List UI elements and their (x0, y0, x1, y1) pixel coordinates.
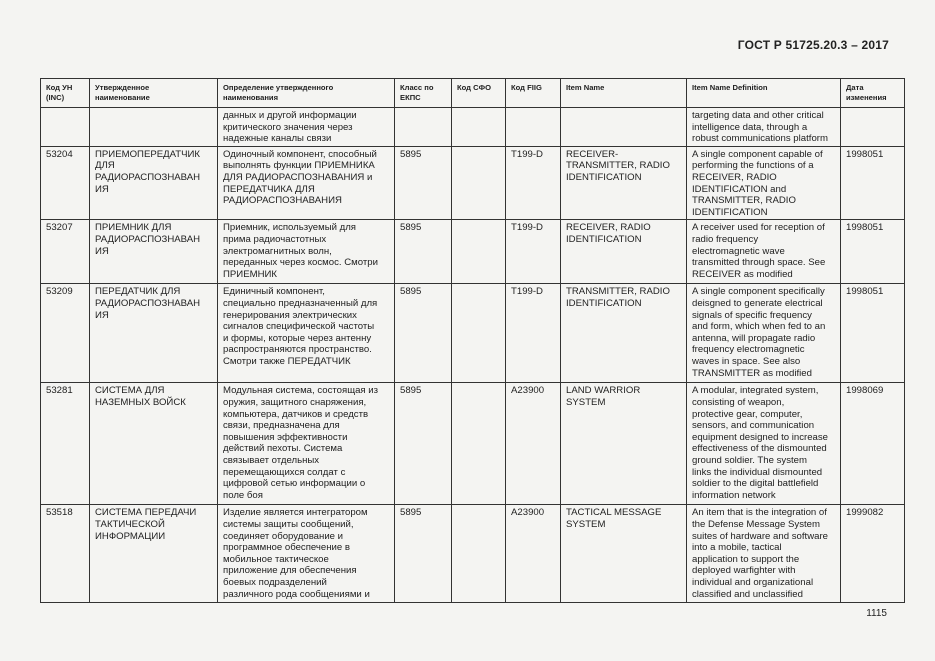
cell-item-name: RECEIVER, RADIO IDENTIFICATION (561, 220, 687, 284)
cell-sfo (452, 505, 506, 603)
cell-item-definition: targeting data and other critical intelligence data, through a robust communications platform (687, 108, 841, 147)
col-header-definition: Определение утвержденного наименования (218, 79, 395, 108)
cell-inc: 53209 (41, 284, 90, 383)
page-number: 1115 (866, 608, 887, 619)
cell-definition: Приемник, используемый для прима радиочастотных электромагнитных волн, переданных через космос. Смотри ПРИЕМНИК (218, 220, 395, 284)
cell-name: СИСТЕМА ДЛЯ НАЗЕМНЫХ ВОЙСК (90, 383, 218, 505)
cell-ekps: 5895 (395, 284, 452, 383)
cell-fiig: T199-D (506, 146, 561, 220)
classifier-table (40, 78, 905, 603)
col-header-change-date: Дата изменения (841, 79, 905, 108)
cell-fiig: T199-D (506, 220, 561, 284)
cell-fiig: A23900 (506, 505, 561, 603)
cell-ekps: 5895 (395, 505, 452, 603)
table-row-continuation (41, 108, 905, 147)
cell-inc: 53518 (41, 505, 90, 603)
cell-name: ПРИЕМОПЕРЕДАТЧИК ДЛЯ РАДИОРАСПОЗНАВАН ИЯ (90, 146, 218, 220)
standard-title: ГОСТ Р 51725.20.3 – 2017 (737, 38, 889, 52)
cell-ekps: 5895 (395, 383, 452, 505)
col-header-inc: Код УН (INC) (41, 79, 90, 108)
table-row (41, 220, 905, 284)
col-header-fiig-code: Код FIIG (506, 79, 561, 108)
cell-name: СИСТЕМА ПЕРЕДАЧИ ТАКТИЧЕСКОЙ ИНФОРМАЦИИ (90, 505, 218, 603)
cell-date: 1998069 (841, 383, 905, 505)
cell-ekps (395, 108, 452, 147)
cell-inc: 53281 (41, 383, 90, 505)
cell-definition: Модульная система, состоящая из оружия, защитного снаряжения, компьютера, датчиков и средств связи, предназначена для повышения эффективности действий пехоты. Система связывает отдельных перемещающихся солдат с цифровой сетью информации о поле боя (218, 383, 395, 505)
cell-item-definition: An item that is the integration of the Defense Message System suites of hardware and software into a mobile, tactical application to support the deployed warfighter with individual and organizational classified and unclassified (687, 505, 841, 603)
cell-sfo (452, 146, 506, 220)
cell-date: 1998051 (841, 284, 905, 383)
cell-name: ПЕРЕДАТЧИК ДЛЯ РАДИОРАСПОЗНАВАН ИЯ (90, 284, 218, 383)
cell-sfo (452, 284, 506, 383)
table-row (41, 383, 905, 505)
cell-date: 1998051 (841, 220, 905, 284)
col-header-sfo-code: Код СФО (452, 79, 506, 108)
cell-sfo (452, 108, 506, 147)
cell-item-definition: A single component specifically deisgned to generate electrical signals of specific frequency and form, which when fed to an antenna, will propagate radio frequency electromagnetic waves in space. See also TRANSMITTER as modified (687, 284, 841, 383)
table-row (41, 284, 905, 383)
cell-ekps: 5895 (395, 146, 452, 220)
cell-name (90, 108, 218, 147)
cell-item-name: TACTICAL MESSAGE SYSTEM (561, 505, 687, 603)
col-header-approved-name: Утвержденное наименование (90, 79, 218, 108)
cell-ekps: 5895 (395, 220, 452, 284)
cell-fiig: T199-D (506, 284, 561, 383)
table-header-row (41, 79, 905, 108)
cell-item-name: RECEIVER- TRANSMITTER, RADIO IDENTIFICATION (561, 146, 687, 220)
cell-inc: 53204 (41, 146, 90, 220)
cell-date: 1999082 (841, 505, 905, 603)
cell-definition: Изделие является интегратором системы защиты сообщений, соединяет оборудование и программное обеспечение в мобильное тактическое приложение для обеспечения боевых подразделений различного рода сообщениями и (218, 505, 395, 603)
cell-item-name: LAND WARRIOR SYSTEM (561, 383, 687, 505)
table-row (41, 505, 905, 603)
cell-inc: 53207 (41, 220, 90, 284)
cell-item-definition: A single component capable of performing the functions of a RECEIVER, RADIO IDENTIFICATION and TRANSMITTER, RADIO IDENTIFICATION (687, 146, 841, 220)
cell-item-name (561, 108, 687, 147)
cell-definition: данных и другой информации критического значения через надежные каналы связи (218, 108, 395, 147)
cell-date (841, 108, 905, 147)
cell-definition: Одиночный компонент, способный выполнять функции ПРИЕМНИКА ДЛЯ РАДИОРАСПОЗНАВАНИЯ и ПЕРЕДАТЧИКА ДЛЯ РАДИОРАСПОЗНАВАНИЯ (218, 146, 395, 220)
cell-inc (41, 108, 90, 147)
cell-item-definition: A receiver used for reception of radio frequency electromagnetic wave transmitted through space. See RECEIVER as modified (687, 220, 841, 284)
cell-fiig: A23900 (506, 383, 561, 505)
cell-date: 1998051 (841, 146, 905, 220)
cell-definition: Единичный компонент, специально предназначенный для генерирования электрических сигналов специфической частоты и формы, которые через антенну распространяются пространство. Смотри также ПЕРЕДАТЧИК (218, 284, 395, 383)
cell-item-name: TRANSMITTER, RADIO IDENTIFICATION (561, 284, 687, 383)
cell-name: ПРИЕМНИК ДЛЯ РАДИОРАСПОЗНАВАН ИЯ (90, 220, 218, 284)
cell-sfo (452, 220, 506, 284)
cell-fiig (506, 108, 561, 147)
cell-item-definition: A modular, integrated system, consisting of weapon, protective gear, computer, sensors, and communication equipment designed to increase effectiveness of the dismounted ground soldier. The system links the individual dismounted soldier to the digital battlefield information network (687, 383, 841, 505)
col-header-ekps-class: Класс по ЕКПС (395, 79, 452, 108)
col-header-item-name: Item Name (561, 79, 687, 108)
table-row (41, 146, 905, 220)
col-header-item-name-definition: Item Name Definition (687, 79, 841, 108)
cell-sfo (452, 383, 506, 505)
